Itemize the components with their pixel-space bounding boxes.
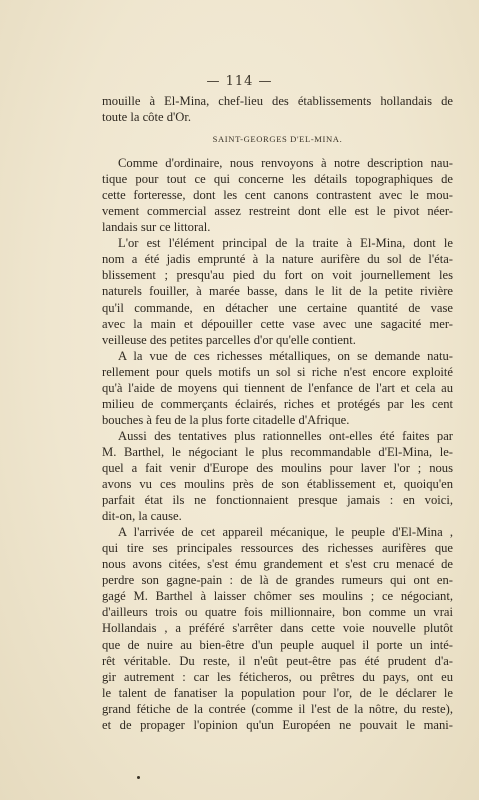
text-line: d'ailleurs trois ou quatre fois millionnaire, bon comme un vrai <box>102 605 453 620</box>
text-line: milieu de commerçants éclairés, riches et protégés par les cent <box>102 396 453 411</box>
text-line: parfait état ils ne fonctionnaient presque jamais : en voici, <box>102 493 453 508</box>
text-line: gir autrement : car les féticheros, ou prêtres du pays, ont eu <box>102 669 453 684</box>
text-line: M. Barthel, le négociant le plus recommandable d'El-Mina, le- <box>102 444 453 459</box>
text-line: que de nuire au bien-être d'un peuple auquel il porte un inté- <box>102 637 453 652</box>
text-line: qu'à l'aide de moyens qui tiennent de l'enfance de l'art et cela au <box>102 380 453 395</box>
text-line: Comme d'ordinaire, nous renvoyons à notre description nau- <box>118 156 453 171</box>
text-line: vement commercial assez restreint dont elle est le pivot néer- <box>102 204 453 219</box>
text-line: L'or est l'élément principal de la traite à El-Mina, dont le <box>118 236 453 251</box>
ink-speck <box>137 776 140 779</box>
text-line: Aussi des tentatives plus rationnelles ont-elles été faites par <box>118 428 453 443</box>
text-line: A la vue de ces richesses métalliques, on se demande natu- <box>118 348 453 363</box>
text-line: perdre son gagne-pain : de là de grandes rumeurs qui ont en- <box>102 573 453 588</box>
text-line: qui tire ses principales ressources des richesses aurifères que <box>102 541 453 556</box>
body-text <box>102 93 453 733</box>
text-line: grand fétiche de la contrée (comme il l'est de la nôtre, du reste), <box>102 701 453 716</box>
text-line: blissement ; presqu'au pied du fort on voit journellement les <box>102 268 453 283</box>
text-line: gagé M. Barthel à laisser chômer ses moulins ; ce négociant, <box>102 589 453 604</box>
text-line: avons vu ces moulins près de son établissement et, quoiqu'en <box>102 477 453 492</box>
text-line: naturels fouiller, à marée basse, dans le lit de la petite rivière <box>102 284 453 299</box>
text-line: rellement pour quels motifs un sol si riche n'est encore exploité <box>102 364 453 379</box>
text-line: le talent de fanatiser la population pour l'or, de le déclarer le <box>102 685 453 700</box>
text-line: dit-on, la cause. <box>102 509 182 524</box>
text-line: bouches à feu de la plus forte citadelle d'Afrique. <box>102 412 350 427</box>
text-line: rêt véritable. Du reste, il n'eût peut-être pas été prudent d'a- <box>102 653 453 668</box>
text-line: toute la côte d'Or. <box>102 110 191 125</box>
text-line: nous avons citées, s'est ému grandement et s'est cru menacé de <box>102 557 453 572</box>
text-line: mouille à El-Mina, chef-lieu des établissements hollandais de <box>102 94 453 108</box>
page-number: — 114 — <box>206 74 273 89</box>
text-line: veilleuse des petites parcelles d'or qu'elle contient. <box>102 332 356 347</box>
text-line: et de propager l'opinion qu'un Européen ne pouvait le mani- <box>102 717 453 732</box>
text-line: quel a fait venir d'Europe des moulins pour laver l'or ; nous <box>102 460 453 475</box>
text-line: nom a été jadis emprunté à la nature aurifère du sol de l'éta- <box>102 252 453 267</box>
text-line: tique pour tout ce qui concerne les détails topographiques de <box>102 172 453 187</box>
section-heading: SAINT-GEORGES D'EL-MINA. <box>212 134 343 145</box>
text-line: qu'il commande, en détacher une certaine quantité de vase <box>102 300 453 315</box>
text-line: Hollandais , a préféré s'arrêter dans cette voie nouvelle plutôt <box>102 621 453 636</box>
text-line: A l'arrivée de cet appareil mécanique, le peuple d'El-Mina , <box>118 525 453 540</box>
text-line: avec la main et dépouiller cette vase avec une sagacité mer- <box>102 316 453 331</box>
text-line: landais sur ce littoral. <box>102 220 211 235</box>
text-line: cette forteresse, dont les cent canons contrastent avec le mou- <box>102 188 453 203</box>
